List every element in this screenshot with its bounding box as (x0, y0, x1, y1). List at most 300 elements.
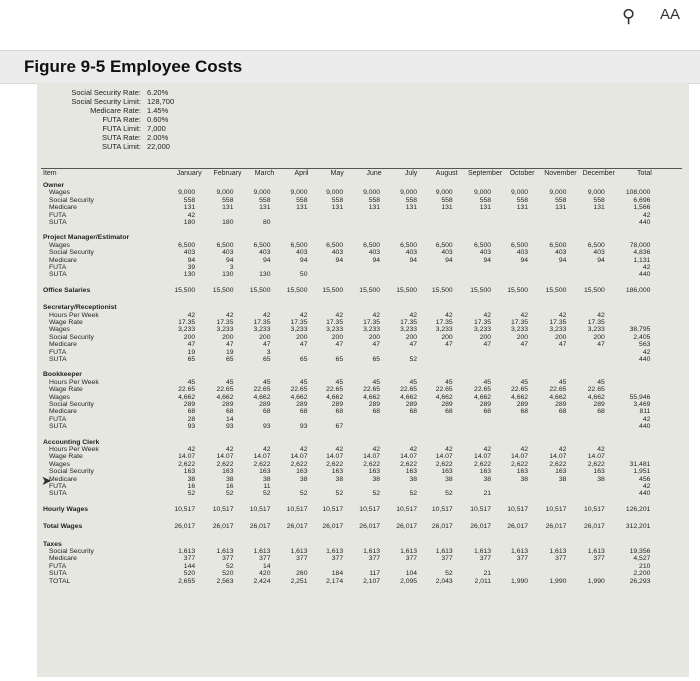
row-label: Medicare (49, 204, 77, 212)
table-cell: 47 (445, 341, 453, 349)
table-cell: 45 (409, 378, 418, 386)
table-cell: 131 (441, 204, 453, 212)
table-cell: 131 (331, 204, 344, 212)
table-cell: 15,500 (545, 286, 567, 294)
table-cell: 184 (331, 570, 344, 578)
table-cell: 42 (445, 311, 453, 319)
row-label: SUTA (49, 356, 67, 363)
table-cell: 42 (262, 311, 271, 319)
table-cell: 15,500 (212, 286, 234, 294)
table-cell: 403 (405, 249, 418, 257)
search-icon[interactable]: ⚲ (622, 6, 636, 26)
table-cell: 68 (262, 408, 271, 416)
table-cell: 9,000 (474, 189, 492, 197)
table-cell: 17.35 (363, 319, 381, 326)
table-cell: 9,000 (400, 189, 418, 197)
table-cell: 210 (639, 562, 651, 570)
table-cell: 144 (183, 562, 196, 570)
table-cell: 10,517 (286, 505, 308, 513)
table-cell: 42 (299, 446, 308, 453)
table-cell: 403 (296, 249, 308, 257)
table-cell: 47 (187, 341, 196, 349)
table-cell: 93 (187, 423, 196, 431)
table-cell: 131 (516, 204, 529, 212)
table-cell: 52 (372, 490, 381, 498)
table-cell: 68 (299, 408, 308, 416)
column-header: September (467, 170, 503, 177)
row-label: Social Security (49, 468, 94, 476)
table-cell: 289 (331, 401, 344, 408)
table-cell: 377 (368, 555, 381, 563)
table-cell: 200 (555, 333, 567, 341)
table-cell: 200 (405, 333, 418, 341)
section-label: Office Salaries (43, 286, 91, 294)
table-cell: 42 (187, 211, 196, 219)
table-cell: 3 (266, 348, 271, 356)
table-cell: 289 (555, 401, 567, 408)
table-cell: 440 (639, 423, 651, 431)
table-cell: 17.35 (587, 319, 605, 326)
table-cell: 558 (441, 196, 453, 204)
table-cell: 38 (558, 475, 567, 483)
table-cell: 10,517 (396, 505, 418, 513)
table-cell: 42 (187, 446, 196, 453)
table-cell: 377 (405, 555, 418, 563)
table-cell: 15,500 (174, 286, 196, 294)
table-cell: 403 (516, 249, 529, 257)
table-cell: 1,566 (633, 204, 651, 212)
row-label: Hours Per Week (49, 311, 99, 319)
table-cell: 22.65 (178, 386, 196, 394)
table-cell: 68 (409, 408, 418, 416)
table-cell: 42 (335, 311, 344, 319)
row-label: SUTA (49, 219, 67, 226)
table-cell: 130 (259, 271, 271, 279)
table-cell: 1,613 (216, 548, 234, 555)
table-cell: 10,517 (545, 505, 567, 513)
table-cell: 163 (222, 468, 234, 476)
table-cell: 163 (516, 468, 529, 476)
table-cell: 6,500 (587, 241, 605, 249)
column-header: July (404, 170, 418, 177)
column-header: January (176, 170, 202, 177)
table-cell: 14.07 (216, 453, 234, 461)
header-rule (41, 168, 682, 169)
table-cell: 1,613 (400, 548, 418, 555)
table-cell: 1,990 (549, 577, 567, 585)
column-header: April (294, 170, 309, 177)
table-cell: 200 (183, 333, 196, 341)
table-cell: 558 (368, 196, 381, 204)
table-cell: 28 (187, 415, 196, 423)
table-cell: 2,622 (253, 460, 271, 468)
table-cell: 2,251 (290, 577, 308, 585)
row-label: Wage Rate (49, 453, 83, 461)
table-cell: 55,946 (629, 393, 651, 401)
table-cell: 1,613 (290, 548, 308, 555)
table-cell: 377 (331, 555, 344, 563)
table-cell: 9,000 (511, 189, 529, 197)
row-label: Wages (49, 189, 70, 197)
table-cell: 377 (441, 555, 453, 563)
table-cell: 130 (183, 271, 196, 279)
table-cell: 47 (409, 341, 418, 349)
table-cell: 15,500 (583, 286, 605, 294)
row-label: FUTA (49, 562, 67, 570)
table-cell: 6,500 (216, 241, 234, 249)
table-cell: 45 (483, 378, 492, 386)
table-cell: 6,696 (633, 196, 651, 204)
row-label: Social Security (49, 548, 94, 555)
table-cell: 22.65 (290, 386, 308, 394)
column-header: October (509, 170, 535, 177)
table-cell: 38 (372, 475, 381, 483)
row-label: Social Security (49, 401, 94, 408)
table-cell: 3,233 (435, 326, 453, 334)
table-cell: 16 (187, 483, 196, 490)
rate-row (67, 97, 187, 106)
table-cell: 93 (225, 423, 234, 431)
row-label: Medicare (49, 408, 77, 416)
table-cell: 94 (558, 256, 567, 264)
row-label: Social Security (49, 333, 94, 341)
table-cell: 10,517 (249, 505, 271, 513)
table-cell: 403 (479, 249, 492, 257)
table-cell: 558 (516, 196, 529, 204)
table-cell: 2,622 (400, 460, 418, 468)
table-cell: 17.35 (511, 319, 529, 326)
table-cell: 377 (479, 555, 492, 563)
table-cell: 68 (597, 408, 605, 416)
table-cell: 377 (555, 555, 567, 563)
table-cell: 14 (225, 415, 234, 423)
table-cell: 163 (405, 468, 418, 476)
table-cell: 45 (597, 378, 605, 386)
table-cell: 200 (441, 333, 453, 341)
section-label: Secretary/Receptionist (43, 304, 117, 312)
table-cell: 26,017 (174, 523, 196, 531)
table-cell: 403 (222, 249, 234, 257)
table-cell: 94 (409, 256, 418, 264)
table-cell: 10,517 (174, 505, 196, 513)
table-cell: 131 (479, 204, 492, 212)
table-cell: 68 (335, 408, 344, 416)
table-cell: 2,622 (511, 460, 529, 468)
table-cell: 558 (405, 196, 418, 204)
table-cell: 42 (642, 415, 651, 423)
table-cell: 38 (445, 475, 453, 483)
table-cell: 3,233 (216, 326, 234, 334)
table-cell: 15,500 (286, 286, 308, 294)
table-cell: 3,233 (400, 326, 418, 334)
table-cell: 17.35 (290, 319, 308, 326)
table-cell: 42 (483, 446, 492, 453)
table-cell: 4,662 (400, 393, 418, 401)
table-cell: 47 (299, 341, 308, 349)
table-cell: 3,233 (511, 326, 529, 334)
column-header: December (582, 170, 615, 177)
table-cell: 52 (409, 490, 418, 498)
row-label: Social Security (49, 196, 94, 204)
table-cell: 440 (639, 356, 651, 363)
table-cell: 65 (225, 356, 234, 363)
table-cell: 403 (593, 249, 605, 257)
row-label: FUTA (49, 264, 67, 271)
table-cell: 6,500 (400, 241, 418, 249)
table-cell: 2,622 (326, 460, 344, 468)
table-cell: 38,795 (629, 326, 651, 334)
table-cell: 289 (368, 401, 381, 408)
table-cell: 21 (483, 570, 492, 578)
table-cell: 22.65 (216, 386, 234, 394)
table-cell: 200 (516, 333, 529, 341)
table-cell: 377 (593, 555, 605, 563)
table-cell: 94 (335, 256, 344, 264)
table-cell: 563 (639, 341, 651, 349)
table-cell: 38 (225, 475, 234, 483)
table-cell: 180 (222, 219, 234, 226)
table-cell: 17.35 (435, 319, 453, 326)
table-cell: 38 (409, 475, 418, 483)
table-cell: 3,233 (549, 326, 567, 334)
table-cell: 68 (558, 408, 567, 416)
row-label: Medicare (49, 341, 77, 349)
table-cell: 440 (639, 490, 651, 498)
table-cell: 11 (263, 483, 271, 490)
row-label: Hours Per Week (49, 378, 99, 386)
table-cell: 26,017 (545, 523, 567, 531)
column-header: August (435, 170, 458, 177)
row-label: Wage Rate (49, 319, 83, 326)
table-cell: 42 (520, 311, 529, 319)
table-cell: 1,613 (549, 548, 567, 555)
table-cell: 289 (516, 401, 529, 408)
table-cell: 403 (441, 249, 453, 257)
table-cell: 3,233 (253, 326, 271, 334)
table-cell: 45 (187, 378, 196, 386)
table-cell: 42 (597, 311, 605, 319)
column-header: February (213, 170, 242, 177)
rate-value: 6.20% (147, 88, 169, 97)
table-cell: 42 (558, 446, 567, 453)
row-label: Hours Per Week (49, 446, 99, 453)
row-label: SUTA (49, 490, 67, 498)
table-cell: 163 (183, 468, 196, 476)
table-cell: 289 (183, 401, 196, 408)
table-cell: 1,613 (587, 548, 605, 555)
spreadsheet-image (37, 82, 689, 677)
table-cell: 10,517 (322, 505, 344, 513)
table-cell: 2,424 (253, 577, 271, 585)
table-cell: 131 (593, 204, 605, 212)
table-cell: 4,836 (633, 249, 651, 257)
table-cell: 3,233 (178, 326, 196, 334)
table-cell: 17.35 (326, 319, 344, 326)
table-cell: 2,405 (633, 333, 651, 341)
table-cell: 78,000 (629, 241, 651, 249)
table-cell: 558 (555, 196, 567, 204)
table-cell: 289 (441, 401, 453, 408)
table-cell: 10,517 (431, 505, 453, 513)
table-cell: 377 (183, 555, 196, 563)
table-cell: 2,174 (326, 577, 344, 585)
table-cell: 14.07 (587, 453, 605, 461)
table-cell: 104 (405, 570, 418, 578)
table-cell: 47 (262, 341, 271, 349)
table-cell: 42 (445, 446, 453, 453)
row-label: FUTA (49, 415, 67, 423)
table-cell: 52 (225, 562, 234, 570)
table-cell: 2,200 (633, 570, 651, 578)
table-cell: 6,500 (326, 241, 344, 249)
table-cell: 45 (445, 378, 453, 386)
table-cell: 94 (520, 256, 529, 264)
table-cell: 42 (335, 446, 344, 453)
table-cell: 200 (368, 333, 381, 341)
table-cell: 163 (331, 468, 344, 476)
browser-toolbar (0, 0, 700, 34)
table-cell: 47 (520, 341, 529, 349)
section-label: Total Wages (43, 523, 83, 531)
table-cell: 289 (259, 401, 271, 408)
table-cell: 26,017 (431, 523, 453, 531)
table-cell: 180 (183, 219, 196, 226)
table-cell: 200 (259, 333, 271, 341)
table-cell: 94 (483, 256, 492, 264)
table-cell: 2,622 (435, 460, 453, 468)
table-cell: 558 (222, 196, 234, 204)
table-cell: 42 (372, 311, 381, 319)
table-cell: 42 (409, 311, 418, 319)
table-cell: 377 (259, 555, 271, 563)
table-cell: 9,000 (587, 189, 605, 197)
table-cell: 21 (483, 490, 492, 498)
rates-block (67, 88, 187, 151)
table-cell: 9,000 (549, 189, 567, 197)
rate-value: 1.45% (147, 106, 169, 115)
table-cell: 26,017 (286, 523, 308, 531)
table-cell: 108,000 (625, 189, 651, 197)
table-cell: 26,017 (359, 523, 381, 531)
table-cell: 9,000 (326, 189, 344, 197)
table-cell: 2,622 (290, 460, 308, 468)
column-header: June (366, 170, 382, 177)
table-cell: 22.65 (435, 386, 453, 394)
table-cell: 42 (483, 311, 492, 319)
table-cell: 80 (262, 219, 271, 226)
table-cell: 131 (183, 204, 196, 212)
table-cell: 558 (259, 196, 271, 204)
rate-label: FUTA Limit: (102, 124, 141, 133)
table-cell: 14.07 (363, 453, 381, 461)
rate-label: FUTA Rate: (102, 115, 141, 124)
table-cell: 94 (372, 256, 381, 264)
table-cell: 93 (299, 423, 308, 431)
table-cell: 420 (259, 570, 271, 578)
table-cell: 15,500 (322, 286, 344, 294)
row-label: Wage Rate (49, 386, 83, 394)
table-cell: 520 (183, 570, 196, 578)
table-cell: 42 (187, 311, 196, 319)
rate-label: SUTA Rate: (101, 133, 141, 142)
table-cell: 403 (368, 249, 381, 257)
table-cell: 260 (296, 570, 308, 578)
table-cell: 26,017 (507, 523, 529, 531)
table-cell: 14.07 (178, 453, 196, 461)
table-cell: 17.35 (178, 319, 196, 326)
table-cell: 440 (639, 271, 651, 279)
table-cell: 47 (335, 341, 344, 349)
table-cell: 4,662 (326, 393, 344, 401)
table-cell: 10,517 (470, 505, 492, 513)
table-cell: 38 (187, 475, 196, 483)
row-label: Wages (49, 393, 70, 401)
table-cell: 1,613 (511, 548, 529, 555)
table-cell: 2,622 (587, 460, 605, 468)
table-cell: 65 (299, 356, 308, 363)
table-cell: 45 (262, 378, 271, 386)
table-cell: 3,233 (326, 326, 344, 334)
table-cell: 312,201 (625, 523, 651, 531)
table-cell: 1,613 (178, 548, 196, 555)
table-cell: 26,017 (396, 523, 418, 531)
table-cell: 15,500 (249, 286, 271, 294)
table-cell: 42 (558, 311, 567, 319)
table-cell: 52 (299, 490, 308, 498)
table-cell: 65 (372, 356, 381, 363)
section-label: Accounting Clerk (43, 438, 100, 446)
table-cell: 94 (597, 256, 605, 264)
table-cell: 42 (409, 446, 418, 453)
table-cell: 10,517 (212, 505, 234, 513)
table-cell: 52 (445, 570, 453, 578)
table-cell: 14.07 (326, 453, 344, 461)
table-cell: 14.07 (400, 453, 418, 461)
rate-row (67, 124, 187, 133)
table-cell: 1,613 (326, 548, 344, 555)
table-cell: 9,000 (178, 189, 196, 197)
rate-label: Medicare Rate: (90, 106, 141, 115)
table-cell: 52 (445, 490, 453, 498)
table-cell: 558 (479, 196, 492, 204)
table-cell: 403 (555, 249, 567, 257)
table-cell: 2,622 (178, 460, 196, 468)
table-cell: 4,527 (633, 555, 651, 563)
table-cell: 31,481 (629, 460, 651, 468)
table-cell: 4,662 (511, 393, 529, 401)
table-cell: 15,500 (396, 286, 418, 294)
table-cell: 22.65 (326, 386, 344, 394)
table-cell: 45 (225, 378, 234, 386)
table-cell: 17.35 (253, 319, 271, 326)
rate-row (67, 115, 187, 124)
table-cell: 131 (259, 204, 271, 212)
row-label: Social Security (49, 249, 94, 257)
table-cell: 377 (296, 555, 308, 563)
table-cell: 163 (259, 468, 271, 476)
table-cell: 6,500 (290, 241, 308, 249)
row-label: Wages (49, 326, 70, 334)
table-cell: 14.07 (549, 453, 567, 461)
text-size-icon[interactable]: AA (660, 6, 681, 23)
table-cell: 45 (558, 378, 567, 386)
table-cell: 163 (593, 468, 605, 476)
table-cell: 186,000 (625, 286, 651, 294)
table-cell: 65 (335, 356, 344, 363)
table-cell: 1,613 (253, 548, 271, 555)
section-label: Hourly Wages (43, 505, 89, 513)
table-cell: 126,201 (625, 505, 651, 513)
